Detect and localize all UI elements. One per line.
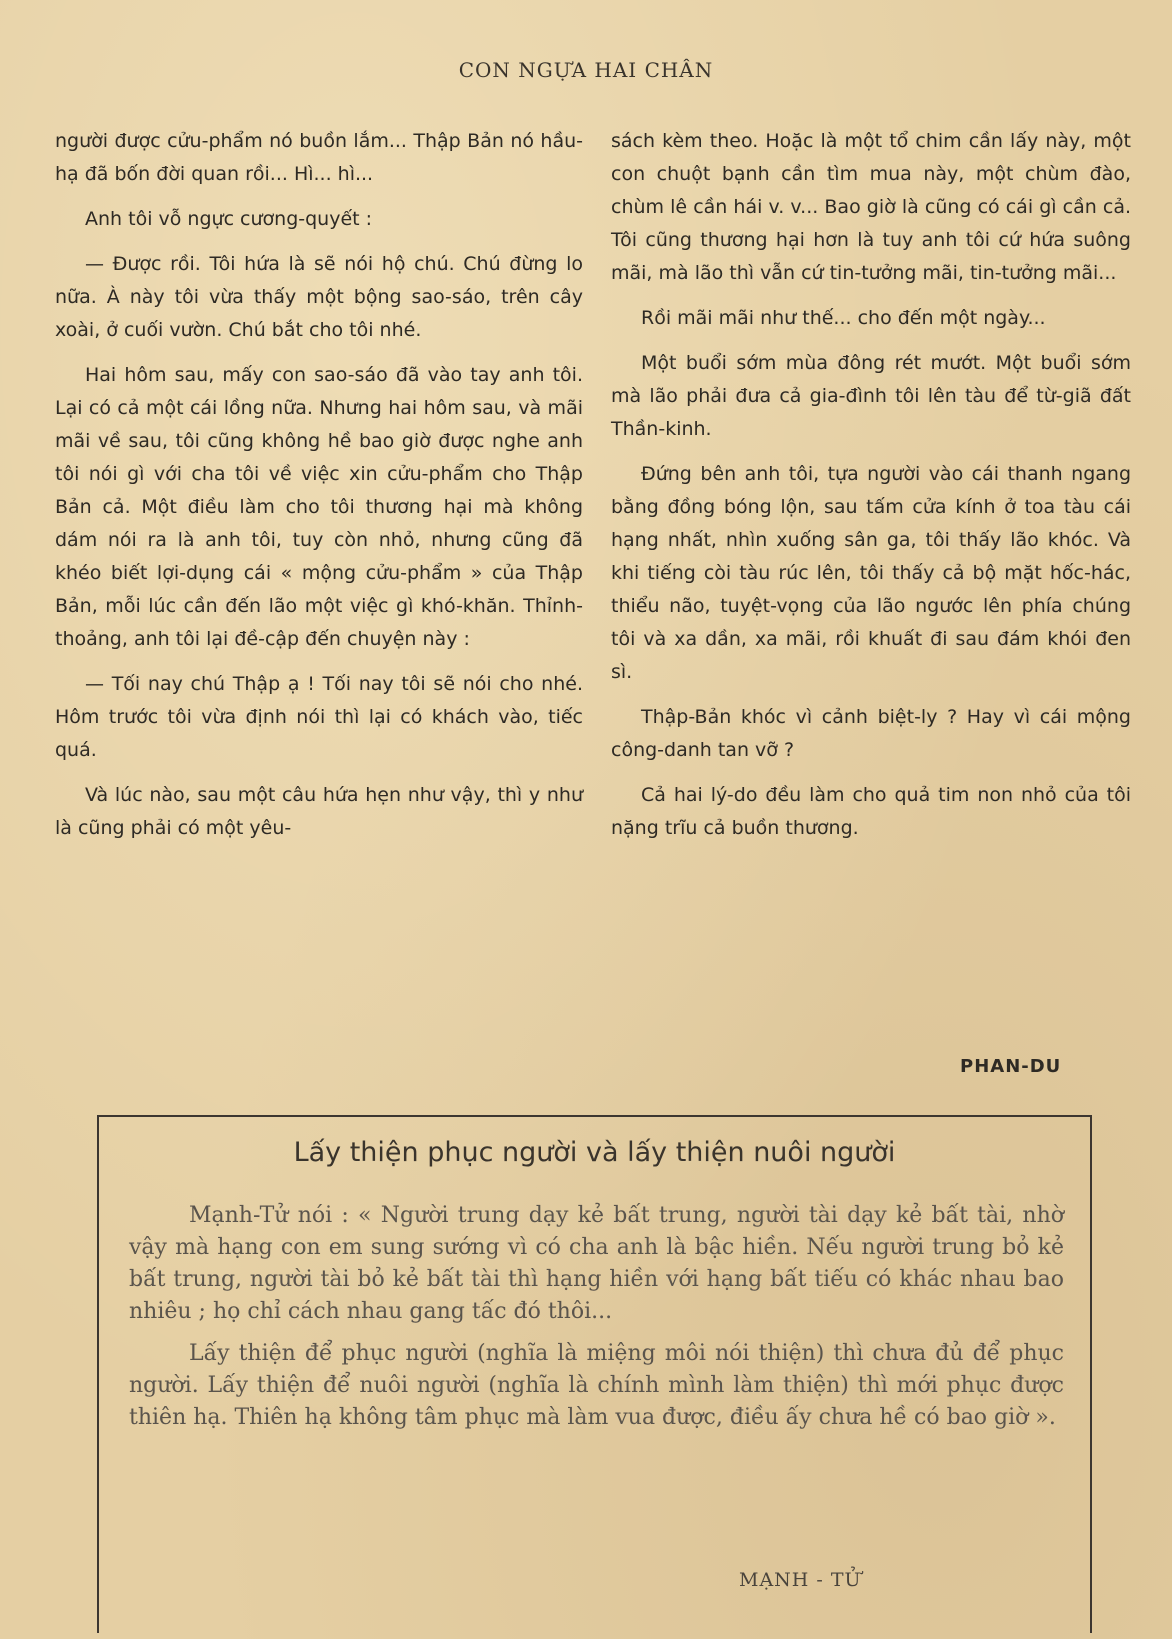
right-column (611, 125, 1131, 857)
quote-signature: MẠNH - TỬ (739, 1569, 862, 1591)
right-paragraph-6: Cả hai lý-do đều làm cho quả tim non nhỏ của tôi nặng trĩu cả buồn thương. (611, 784, 1131, 839)
right-paragraph-2: Rồi mãi mãi như thế... cho đến một ngày... (641, 307, 1046, 329)
left-paragraph-6: Và lúc nào, sau một câu hứa hẹn như vậy, thì y như là cũng phải có một yêu- (55, 784, 583, 839)
left-paragraph-1: người được cửu-phẩm nó buồn lắm... Thập Bản nó hầu-hạ đã bốn đời quan rồi... Hì... hì... (55, 130, 583, 185)
left-paragraph-4: Hai hôm sau, mấy con sao-sáo đã vào tay anh tôi. Lại có cả một cái lồng nữa. Nhưng hai hôm sau, và mãi mãi về sau, tôi cũng không hề bao giờ được nghe anh tôi nói gì với cha tôi về việc xin cửu-phẩm cho Thập Bản cả. Một điều làm cho tôi thương hại mà không dám nói ra là anh tôi, tuy còn nhỏ, nhưng cũng đã khéo biết lợi-dụng cái « mộng cửu-phẩm » của Thập Bản, mỗi lúc cần đến lão một việc gì khó-khăn. Thỉnh-thoảng, anh tôi lại đề-cập đến chuyện này : (55, 364, 583, 650)
quote-paragraph-1: Mạnh-Tử nói : « Người trung dạy kẻ bất trung, người tài dạy kẻ bất tài, nhờ vậy mà hạng con em sung sướng vì có cha anh là bậc hiền. Nếu người trung bỏ kẻ bất trung, người tài bỏ kẻ bất tài thì hạng hiền với hạng bất tiếu có khác nhau bao nhiêu ; họ chỉ cách nhau gang tấc đó thôi... (129, 1203, 1064, 1324)
quote-box-body (129, 1200, 1064, 1444)
quote-paragraph-2: Lấy thiện để phục người (nghĩa là miệng môi nói thiện) thì chưa đủ để phục người. Lấy thiện để nuôi người (nghĩa là chính mình làm thiện) thì mới phục được thiên hạ. Thiên hạ không tâm phục mà làm vua được, điều ấy chưa hề có bao giờ ». (129, 1341, 1064, 1430)
article-signature: PHAN-DU (960, 1056, 1062, 1077)
left-column (55, 125, 583, 857)
running-title: CON NGỰA HAI CHÂN (458, 58, 714, 82)
quote-box-title: Lấy thiện phục người và lấy thiện nuôi người (293, 1137, 896, 1168)
quote-box (97, 1115, 1092, 1633)
left-paragraph-2: Anh tôi vỗ ngực cương-quyết : (85, 208, 373, 230)
left-paragraph-3: — Được rồi. Tôi hứa là sẽ nói hộ chú. Chú đừng lo nữa. À này tôi vừa thấy một bộng sao-sáo, trên cây xoài, ở cuối vườn. Chú bắt cho tôi nhé. (55, 253, 583, 341)
right-paragraph-1: sách kèm theo. Hoặc là một tổ chim cần lấy này, một con chuột bạnh cần tìm mua này, một chùm đào, chùm lê cần hái v. v... Bao giờ là cũng có cái gì cần cả. Tôi cũng thương hại hơn là tuy anh tôi cứ hứa suông mãi, mà lão thì vẫn cứ tin-tưởng mãi, tin-tưởng mãi... (611, 130, 1131, 284)
left-paragraph-5: — Tối nay chú Thập ạ ! Tối nay tôi sẽ nói cho nhé. Hôm trước tôi vừa định nói thì lại có khách vào, tiếc quá. (55, 673, 583, 761)
right-paragraph-5: Thập-Bản khóc vì cảnh biệt-ly ? Hay vì cái mộng công-danh tan vỡ ? (611, 706, 1131, 761)
right-paragraph-4: Đứng bên anh tôi, tựa người vào cái thanh ngang bằng đồng bóng lộn, sau tấm cửa kính ở toa tàu cái hạng nhất, nhìn xuống sân ga, tôi thấy lão khóc. Và khi tiếng còi tàu rúc lên, tôi thấy cả bộ mặt hốc-hác, thiểu não, tuyệt-vọng của lão ngước lên phía chúng tôi và xa dần, xa mãi, rồi khuất đi sau đám khói đen sì. (611, 463, 1131, 683)
right-paragraph-3: Một buổi sớm mùa đông rét mướt. Một buổi sớm mà lão phải đưa cả gia-đình tôi lên tàu để từ-giã đất Thần-kinh. (611, 352, 1131, 440)
